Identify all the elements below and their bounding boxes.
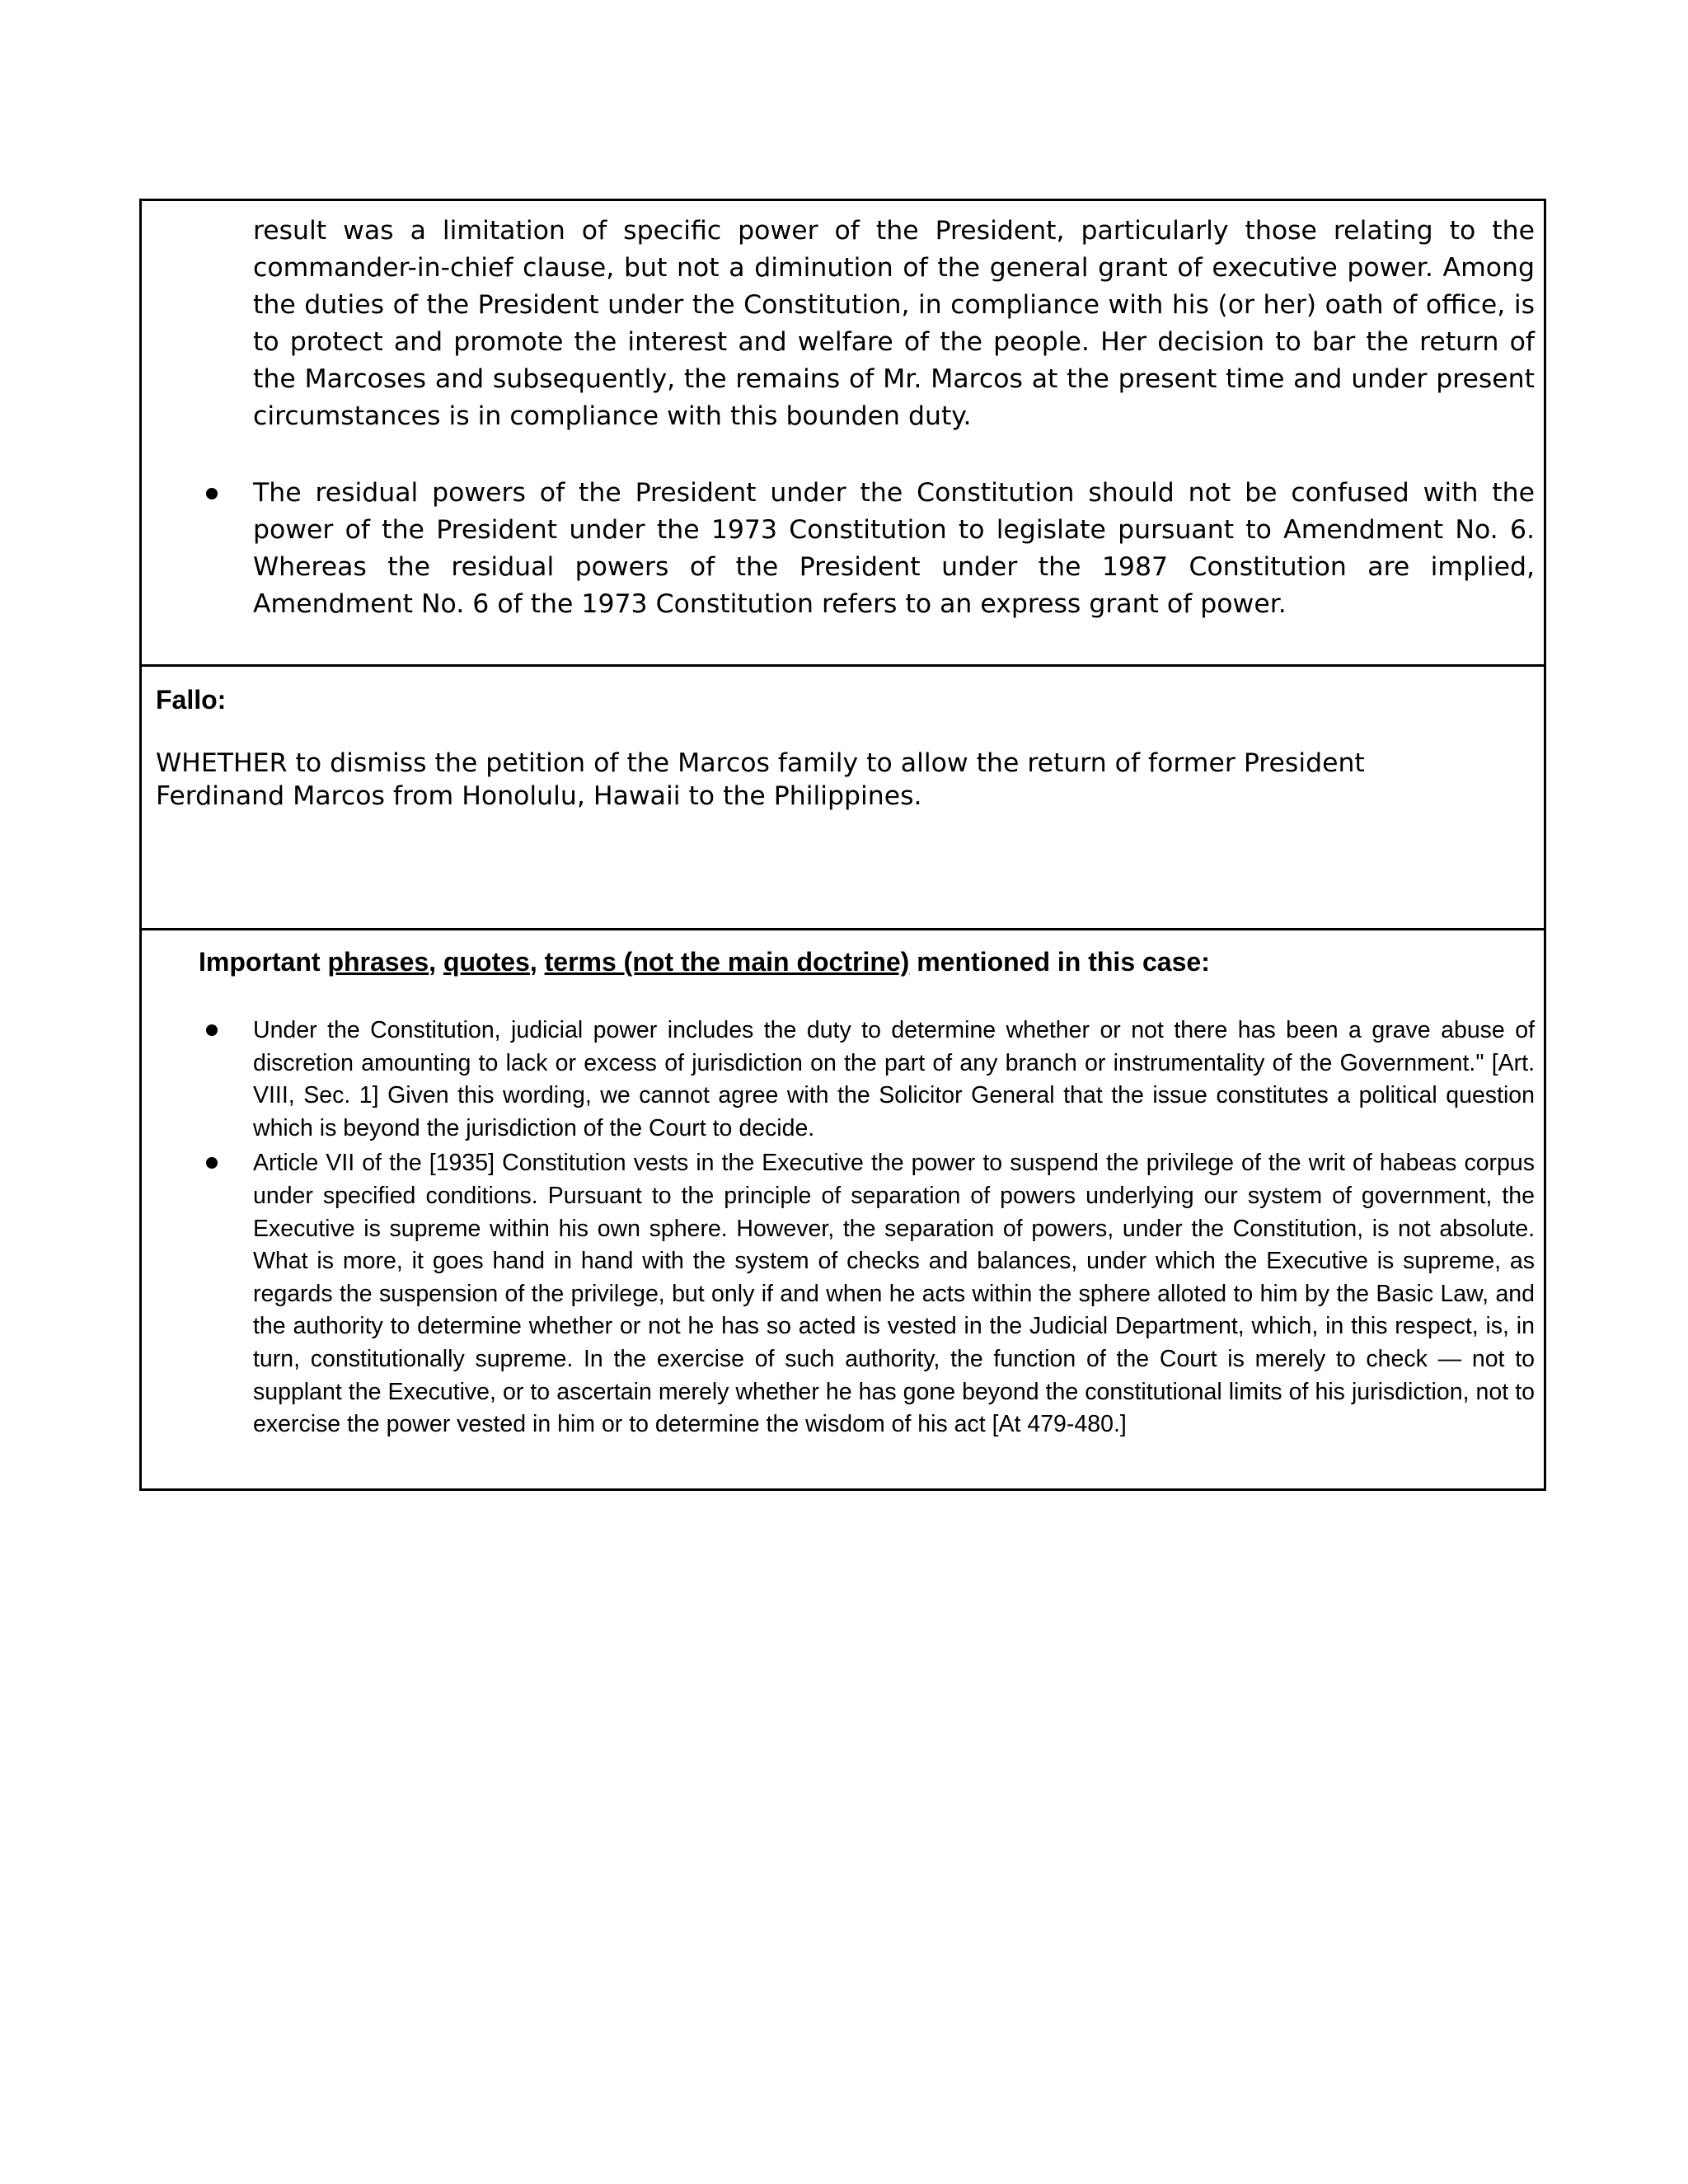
bullet-icon: [206, 1157, 218, 1169]
heading-separator: ,: [429, 947, 443, 977]
list-item: [253, 1015, 1535, 1145]
heading-phrases: phrases: [327, 947, 429, 977]
heading-quotes: quotes: [443, 947, 530, 977]
important-bullet-list: [253, 1015, 1535, 1441]
list-item: [253, 1147, 1535, 1441]
bullet-icon: [206, 1024, 218, 1036]
list-item: [253, 475, 1535, 623]
important-phrases-heading: [199, 947, 1210, 977]
bullet-icon: [206, 488, 218, 499]
heading-prefix: Important: [199, 947, 328, 977]
important-bullet-text: Under the Constitution, judicial power includes the duty to determine whether or not there has been a grave abuse of discretion amounting to lack or excess of jurisdiction on the part of any branch or instrumentality of the Government." [Art. VIII, Sec. 1] Given this wording, we cannot agree with the Solicitor General that the issue constitutes a political question which is beyond the jurisdiction of the Court to decide.: [253, 1017, 1535, 1141]
ruling-bullet-list: [253, 475, 1535, 623]
ruling-section: [142, 201, 1544, 664]
heading-separator: ,: [529, 947, 545, 977]
fallo-heading: Fallo:: [156, 685, 227, 715]
important-bullet-text: Article VII of the [1935] Constitution vests in the Executive the power to suspend the privilege of the writ of habeas corpus under specified conditions. Pursuant to the principle of separation of powers underlying our system of government, the Executive is supreme within his own sphere. However, the separation of powers, under the Constitution, is not absolute. What is more, it goes hand in hand with the system of checks and balances, under which the Executive is supreme, as regards the suspension of the privilege, but only if and when he acts within the sphere alloted to him by the Basic Law, and the authority to determine whether or not he has so acted is vested in the Judicial Department, which, in this respect, is, in turn, constitutionally supreme. In the exercise of such authority, the function of the Court is merely to check — not to supplant the Executive, or to ascertain merely whether he has gone beyond the constitutional limits of his jurisdiction, not to exercise the power vested in him or to determine the wisdom of his act [At 479-480.]: [253, 1150, 1535, 1438]
ruling-continuation-text: result was a limitation of specific power of the President, particularly those relating to the commander-in-chief clause, but not a diminution of the general grant of executive power. Among the duties of the President under the Constitution, in compliance with his (or her) oath of office, is to protect and promote the interest and welfare of the people. Her decision to bar the return of the Marcoses and subsequently, the remains of Mr. Marcos at the present time and under present circumstances is in compliance with this bounden duty.: [253, 216, 1535, 431]
fallo-section: [142, 664, 1544, 928]
heading-terms: terms (not the main doctrine): [544, 947, 910, 977]
ruling-bullet-text: The residual powers of the President under the Constitution should not be confused with the power of the President under the 1973 Constitution to legislate pursuant to Amendment No. 6. Whereas the residual powers of the President under the 1987 Constitution are implied, Amendment No. 6 of the 1973 Constitution refers to an express grant of power.: [253, 478, 1535, 619]
heading-suffix: mentioned in this case:: [909, 947, 1210, 977]
case-digest-table: [139, 199, 1546, 1491]
fallo-text: WHETHER to dismiss the petition of the Marcos family to allow the return of former President Ferdinand Marcos from Honolulu, Hawaii to the Philippines.: [156, 748, 1365, 811]
important-phrases-section: [142, 928, 1544, 1488]
